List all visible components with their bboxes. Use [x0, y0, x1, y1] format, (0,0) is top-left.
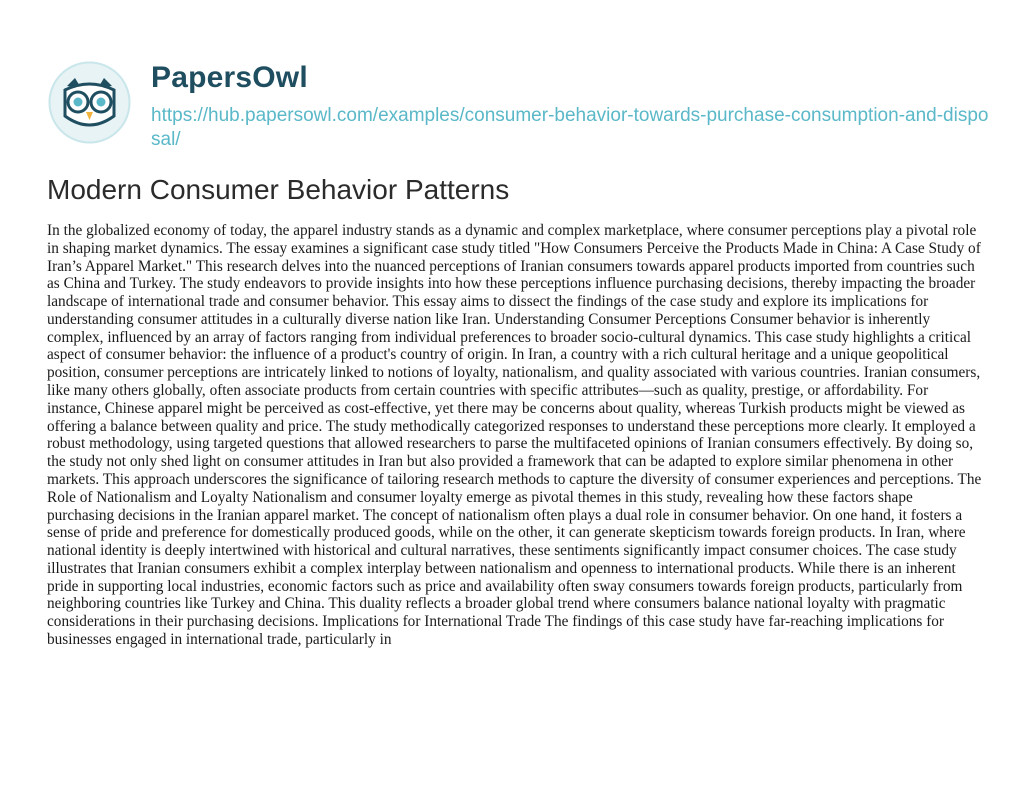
- brand-name[interactable]: PapersOwl: [151, 61, 308, 94]
- essay-body: In the globalized economy of today, the apparel industry stands as a dynamic and complex marketplace, where consumer perceptions play a pivotal role in shaping market dynamics. The essay examines a significant case study titled "How Consumers Perceive the Products Made in China: A Case Study of Iran’s Apparel Market." This research delves into the nuanced perceptions of Iranian consumers towards apparel products imported from countries such as China and Turkey. The study endeavors to provide insights into how these perceptions influence purchasing decisions, thereby impacting the broader landscape of international trade and consumer behavior. This essay aims to dissect the findings of the case study and explore its implications for understanding consumer attitudes in a culturally diverse nation like Iran. Understanding Consumer Perceptions Consumer behavior is inherently complex, influenced by an array of factors ranging from individual preferences to broader socio-cultural dynamics. This case study highlights a critical aspect of consumer behavior: the influence of a product's country of origin. In Iran, a country with a rich cultural heritage and a unique geopolitical position, consumer perceptions are intricately linked to notions of loyalty, nationalism, and quality associated with various countries. Iranian consumers, like many others globally, often associate products from certain countries with specific attributes—such as quality, prestige, or affordability. For instance, Chinese apparel might be perceived as cost-effective, yet there may be concerns about quality, whereas Turkish products might be viewed as offering a balance between quality and price. The study methodically categorized responses to understand these perceptions more clearly. It employed a robust methodology, using targeted questions that allowed researchers to parse the multifaceted opinions of Iranian consumers effectively. By doing so, the study not only shed light on consumer attitudes in Iran but also provided a framework that can be adapted to explore similar phenomena in other markets. This approach underscores the significance of tailoring research methods to capture the diversity of consumer experiences and perceptions. The Role of Nationalism and Loyalty Nationalism and consumer loyalty emerge as pivotal themes in this study, revealing how these factors shape purchasing decisions in the Iranian apparel market. The concept of nationalism often plays a dual role in consumer behavior. On one hand, it fosters a sense of pride and preference for domestically produced goods, while on the other, it can generate skepticism towards foreign products. In Iran, where national identity is deeply intertwined with historical and cultural narratives, these sentiments significantly impact consumer choices. The case study illustrates that Iranian consumers exhibit a complex interplay between nationalism and openness to international products. While there is an inherent pride in supporting local industries, economic factors such as price and availability often sway consumers towards foreign products, particularly from neighboring countries like Turkey and China. This duality reflects a broader global trend where consumers balance national loyalty with pragmatic considerations in their purchasing decisions. Implications for International Trade The findings of this case study have far-reaching implications for businesses engaged in international trade, particularly in: [47, 222, 982, 648]
- page-title: Modern Consumer Behavior Patterns: [47, 174, 510, 205]
- owl-logo-icon[interactable]: [47, 60, 132, 145]
- source-link[interactable]: https://hub.papersowl.com/examples/consumer-behavior-towards-purchase-consumption-and-disposal/: [151, 105, 989, 150]
- site-header: [47, 60, 987, 150]
